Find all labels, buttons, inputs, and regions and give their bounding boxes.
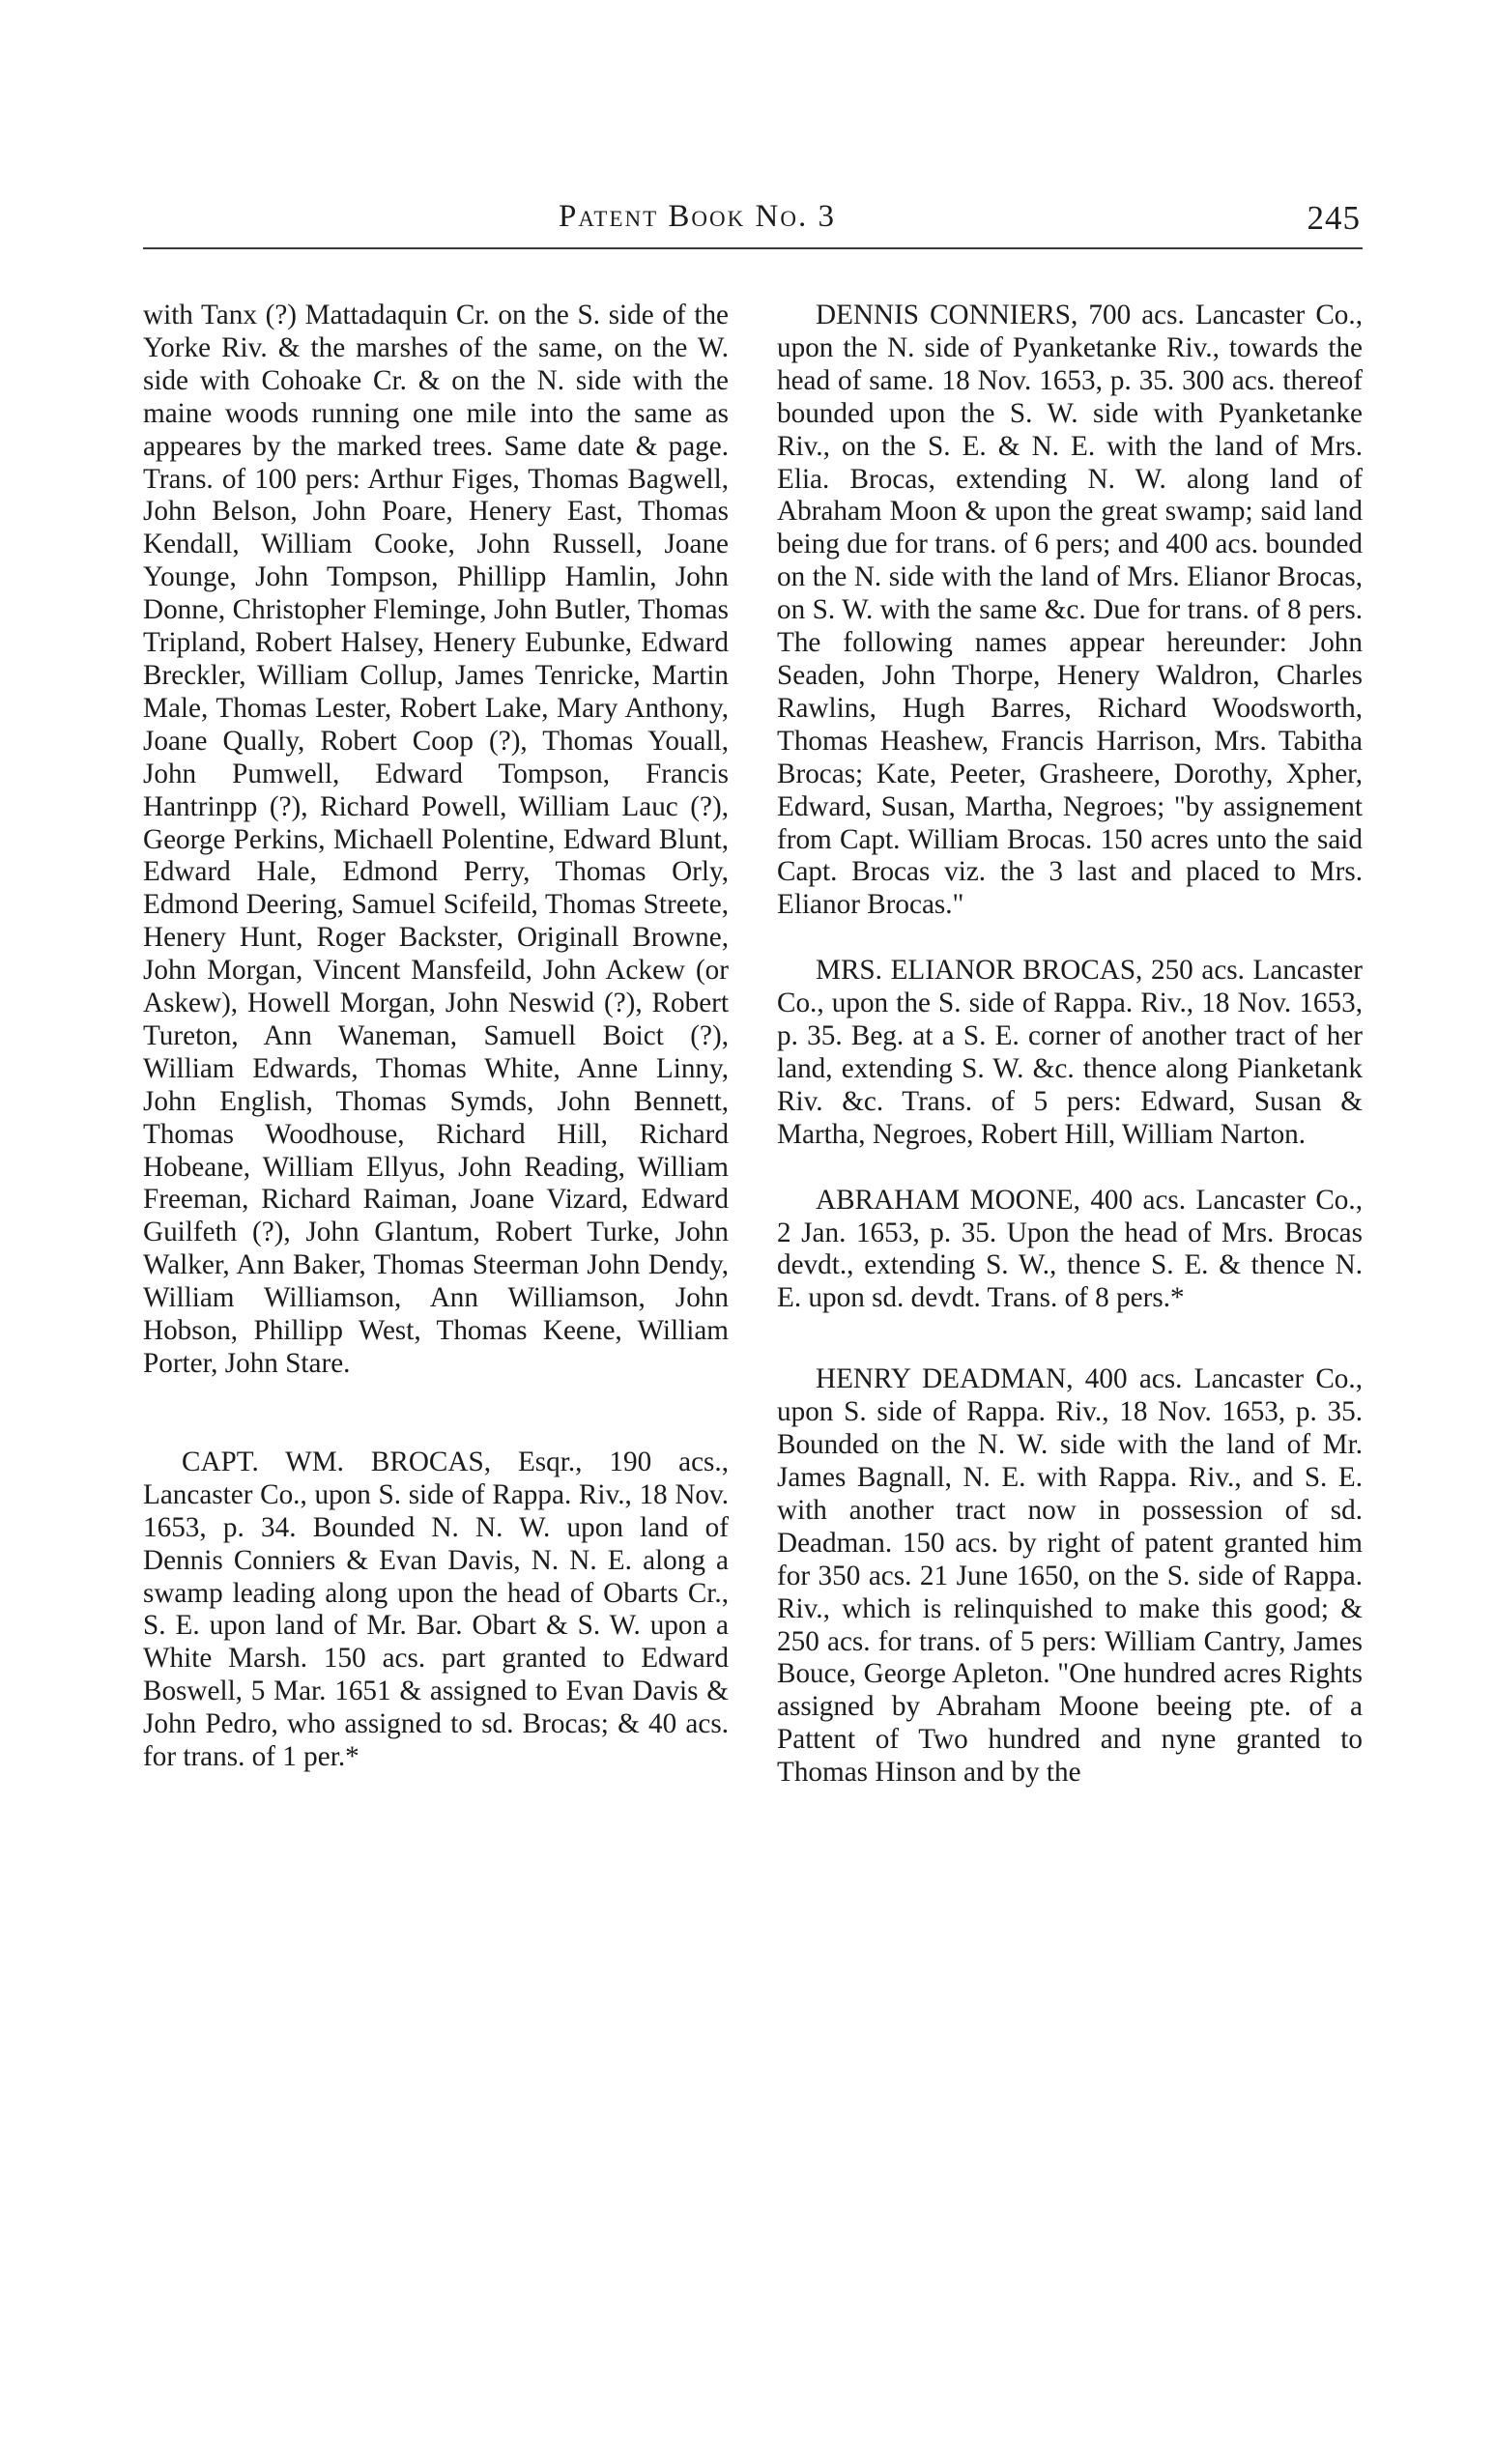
patent-entry-abraham-moone: ABRAHAM MOONE, 400 acs. Lancaster Co., 2 Jan. 1653, p. 35. Upon the head of Mrs. Brocas devdt., extending S. W., thence S. E. & thence N. E. upon sd. devdt. Trans. of 8 pers.* xyxy=(777,1184,1363,1314)
left-column xyxy=(143,300,729,1774)
right-column xyxy=(777,300,1363,1790)
patent-entry-dennis-conniers: DENNIS CONNIERS, 700 acs. Lancaster Co., upon the N. side of Pyanketanke Riv., towards the head of same. 18 Nov. 1653, p. 35. 300 acs. thereof bounded upon the S. W. side with Pyanketanke Riv., on the S. E. & N. E. with the land of Mrs. Elia. Brocas, extending N. W. along land of Abraham Moon & upon the great swamp; said land being due for trans. of 6 pers; and 400 acs. bounded on the N. side with the land of Mrs. Elianor Brocas, on S. W. with the same &c. Due for trans. of 8 pers. The following names appear hereunder: John Seaden, John Thorpe, Henery Waldron, Charles Rawlins, Hugh Barres, Richard Woodsworth, Thomas Heashew, Francis Harrison, Mrs. Tabitha Brocas; Kate, Peeter, Grasheere, Dorothy, Xpher, Edward, Susan, Martha, Negroes; "by assignement from Capt. William Brocas. 150 acres unto the said Capt. Brocas viz. the 3 last and placed to Mrs. Elianor Brocas." xyxy=(777,300,1363,921)
running-title: Patent Book No. 3 xyxy=(559,199,836,234)
patent-entry-continued: with Tanx (?) Mattadaquin Cr. on the S. side of the Yorke Riv. & the marshes of the same, on the W. side with Cohoake Cr. & on the N. side with the maine woods running one mile into the same as appeares by the marked trees. Same date & page. Trans. of 100 pers: Arthur Figes, Thomas Bagwell, John Belson, John Poare, Henery East, Thomas Kendall, William Cooke, John Russell, Joane Younge, John Tompson, Phillipp Hamlin, John Donne, Christopher Fleminge, John Butler, Thomas Tripland, Robert Halsey, Henery Eubunke, Edward Breckler, William Collup, James Tenricke, Martin Male, Thomas Lester, Robert Lake, Mary Anthony, Joane Qually, Robert Coop (?), Thomas Youall, John Pumwell, Edward Tompson, Francis Hantrinpp (?), Richard Powell, William Lauc (?), George Perkins, Michaell Polentine, Edward Blunt, Edward Hale, Edmond Perry, Thomas Orly, Edmond Deering, Samuel Scifeild, Thomas Streete, Henery Hunt, Roger Backster, Originall Browne, John Morgan, Vincent Mansfeild, John Ackew (or Askew), Howell Morgan, John Neswid (?), Robert Tureton, Ann Waneman, Samuell Boict (?), William Edwards, Thomas White, Anne Linny, John English, Thomas Symds, John Bennett, Thomas Woodhouse, Richard Hill, Richard Hobeane, William Ellyus, John Reading, William Freeman, Richard Raiman, Joane Vizard, Edward Guilfeth (?), John Glantum, Robert Turke, John Walker, Ann Baker, Thomas Steerman John Dendy, William Williamson, Ann Williamson, John Hobson, Phillipp West, Thomas Keene, William Porter, John Stare. xyxy=(143,300,729,1379)
patent-entry-capt-wm-brocas: CAPT. WM. BROCAS, Esqr., 190 acs., Lancaster Co., upon S. side of Rappa. Riv., 18 Nov. 1653, p. 34. Bounded N. N. W. upon land of Dennis Conniers & Evan Davis, N. N. E. along a swamp leading along upon the head of Obarts Cr., S. E. upon land of Mr. Bar. Obart & S. W. upon a White Marsh. 150 acs. part granted to Edward Boswell, 5 Mar. 1651 & assigned to Evan Davis & John Pedro, who assigned to sd. Brocas; & 40 acs. for trans. of 1 per.* xyxy=(143,1446,729,1773)
patent-entry-henry-deadman: HENRY DEADMAN, 400 acs. Lancaster Co., upon S. side of Rappa. Riv., 18 Nov. 1653, p. 35. Bounded on the N. W. side with the land of Mr. James Bagnall, N. E. with Rappa. Riv., and S. E. with another tract now in possession of sd. Deadman. 150 acs. by right of patent granted him for 350 acs. 21 June 1650, on the S. side of Rappa. Riv., which is relinquished to make this good; & 250 acs. for trans. of 5 pers: William Cantry, James Bouce, George Apleton. "One hundred acres Rights assigned by Abraham Moone beeing pte. of a Pattent of Two hundred and nyne granted to Thomas Hinson and by the xyxy=(777,1363,1363,1789)
patent-entry-mrs-elianor-brocas: MRS. ELIANOR BROCAS, 250 acs. Lancaster Co., upon the S. side of Rappa. Riv., 18 Nov. 1653, p. 35. Beg. at a S. E. corner of another tract of her land, extending S. W. &c. thence along Pianketank Riv. &c. Trans. of 5 pers: Edward, Susan & Martha, Negroes, Robert Hill, William Narton. xyxy=(777,955,1363,1150)
header-rule xyxy=(143,247,1363,249)
running-head xyxy=(143,199,1361,244)
page-number: 245 xyxy=(1307,199,1361,237)
